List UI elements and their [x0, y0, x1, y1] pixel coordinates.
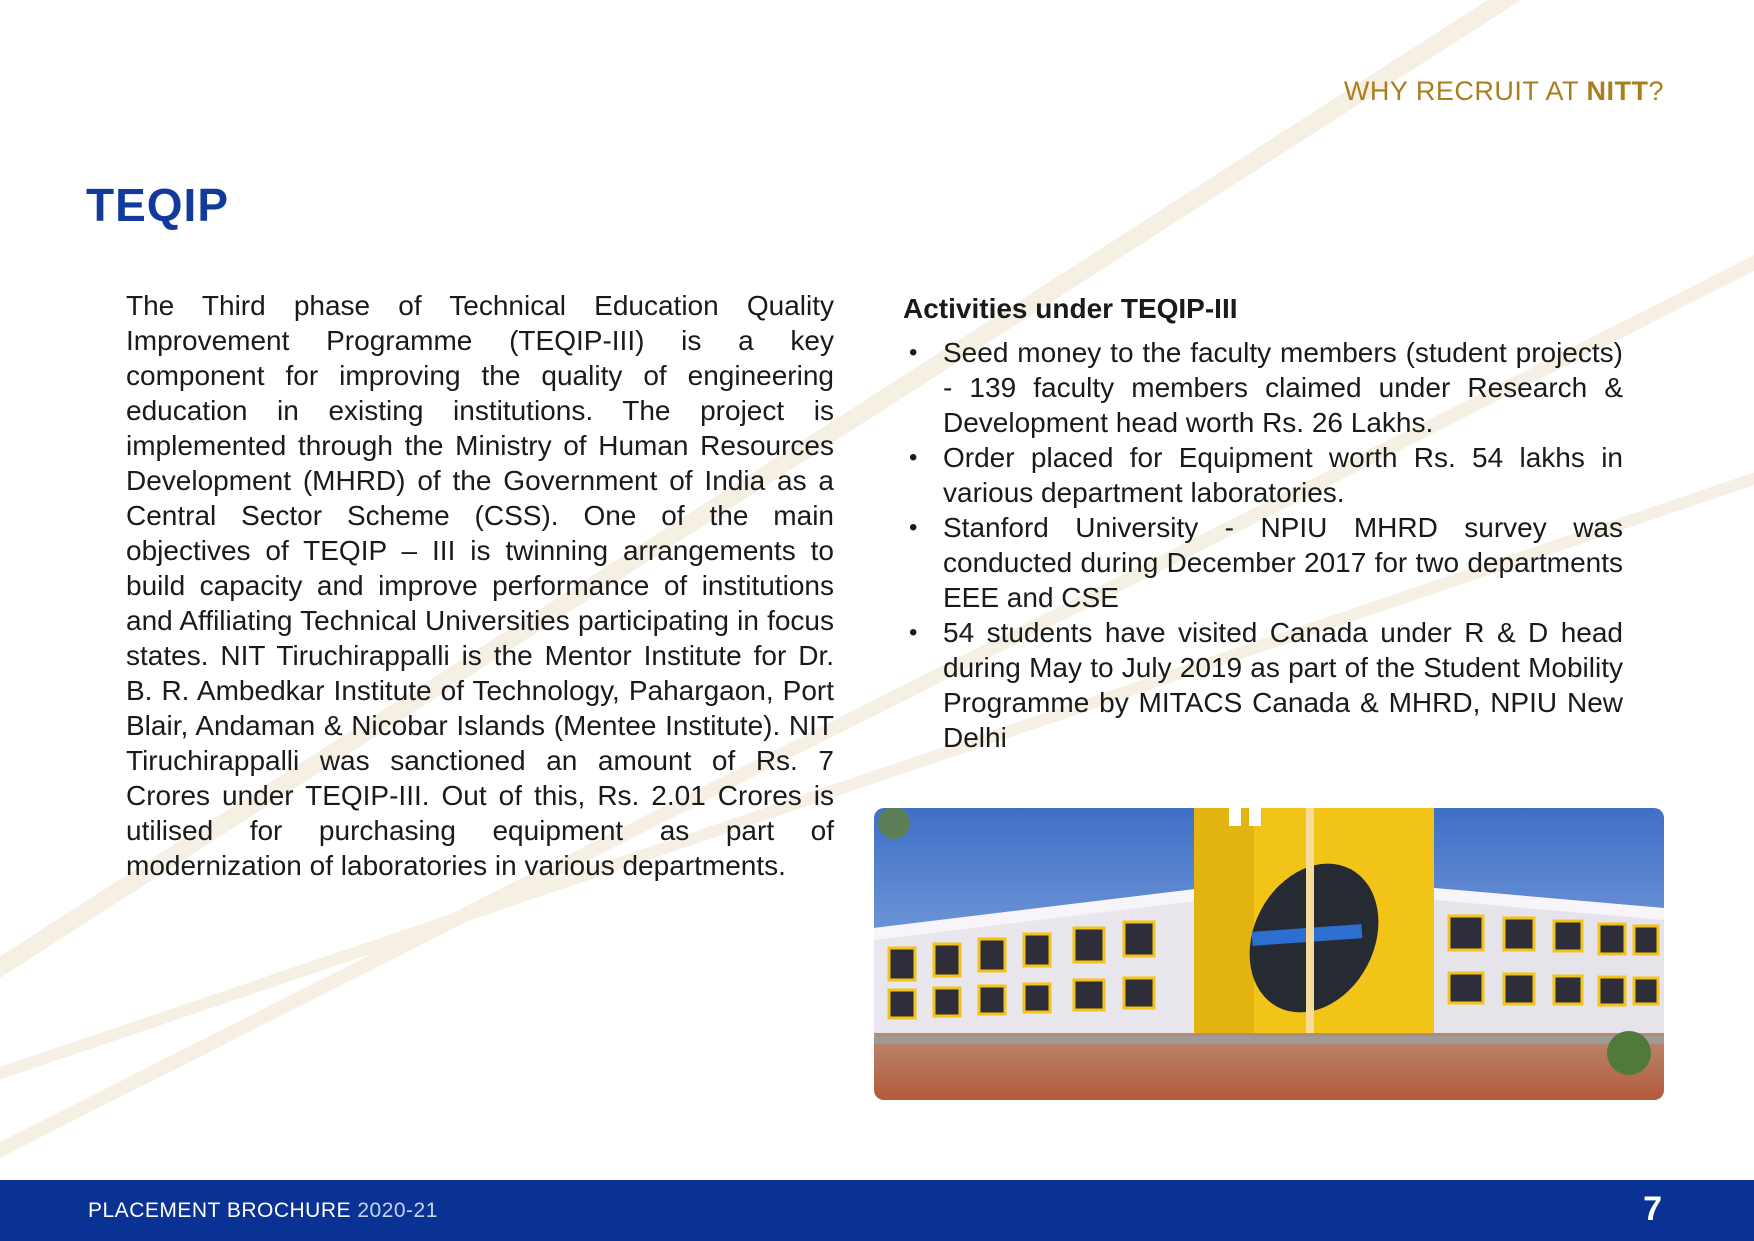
section-header-suffix: ? — [1648, 76, 1664, 106]
page-number: 7 — [1643, 1190, 1662, 1228]
activities-heading: Activities under TEQIP-III — [903, 293, 1238, 324]
activity-item: • Seed money to the faculty members (student projects) - 139 faculty members claimed under Research & Development head worth Rs. 26 Lakhs. — [943, 335, 1623, 440]
activity-item: • Order placed for Equipment worth Rs. 54 lakhs in various department laboratories. — [943, 440, 1623, 510]
activities-section — [903, 293, 1623, 755]
section-header-highlight: NITT — [1586, 76, 1649, 106]
section-header-prefix: WHY RECRUIT AT — [1343, 76, 1587, 106]
footer-bar — [0, 1180, 1754, 1241]
campus-building-photo — [874, 808, 1664, 1100]
activities-list — [903, 335, 1623, 755]
page-title: TEQIP — [86, 179, 230, 231]
activity-item: • 54 students have visited Canada under R & D head during May to July 2019 as part of the Student Mobility Programme by MITACS Canada & MHRD, NPIU New Delhi — [943, 615, 1623, 755]
intro-paragraph: The Third phase of Technical Education Quality Improvement Programme (TEQIP-III) is a key component for improving the quality of engineering education in existing institutions. The project is implemented through the Ministry of Human Resources Development (MHRD) of the Government of India as a Central Sector Scheme (CSS). One of the main objectives of TEQIP – III is twinning arrangements to build capacity and improve performance of institutions and Affiliating Technical Universities participating in focus states. NIT Tiruchirappalli is the Mentor Institute for Dr. B. R. Ambedkar Institute of Technology, Pahargaon, Port Blair, Andaman & Nicobar Islands (Mentee Institute). NIT Tiruchirappalli was sanctioned an amount of Rs. 7 Crores under TEQIP-III. Out of this, Rs. 2.01 Crores is utilised for purchasing equipment as part of modernization of laboratories in various departments. — [126, 290, 834, 881]
section-header — [1344, 76, 1664, 107]
footer-brochure-label — [88, 1199, 438, 1223]
activity-item: • Stanford University - NPIU MHRD survey was conducted during December 2017 for two departments EEE and CSE — [943, 510, 1623, 615]
footer-label: PLACEMENT BROCHURE — [88, 1199, 351, 1222]
footer-year: 2020-21 — [357, 1199, 438, 1222]
